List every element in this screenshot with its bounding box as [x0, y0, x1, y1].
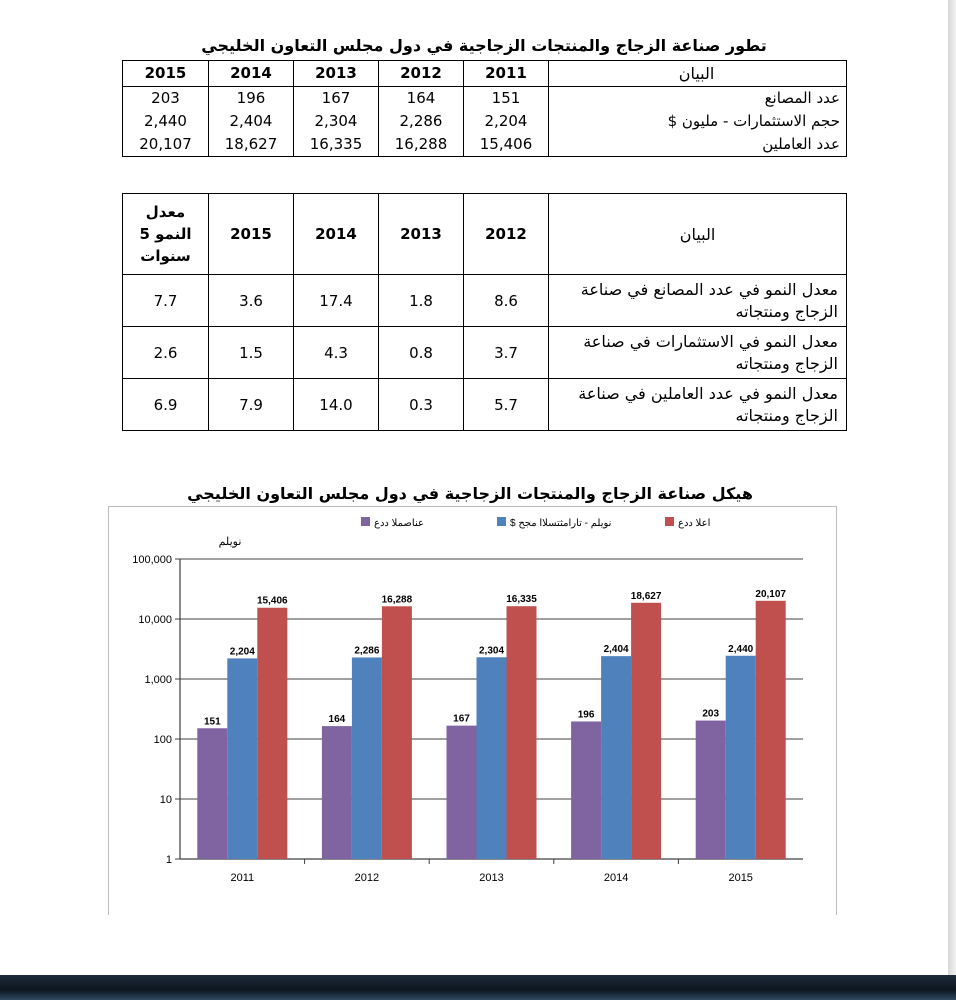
legend-swatch: [361, 517, 370, 526]
bar: [507, 606, 537, 859]
x-tick-label: 2012: [354, 872, 380, 884]
bar: [726, 656, 756, 859]
x-tick-label: 2014: [603, 872, 629, 884]
cell: 2,286: [379, 110, 464, 133]
bar: [447, 726, 477, 859]
data-label: 164: [328, 714, 346, 726]
bar: [257, 608, 287, 859]
data-label: 15,406: [257, 595, 288, 607]
row-label: معدل النمو في عدد المصانع في صناعة الزجاج ومنتجاته: [549, 275, 847, 327]
bar: [756, 601, 786, 859]
data-label: 2,286: [354, 645, 380, 657]
label-header: البيان: [549, 194, 847, 275]
data-label: 2,304: [478, 645, 505, 657]
bar: [382, 606, 412, 859]
data-label: 20,107: [755, 588, 786, 600]
cell: 14.0: [294, 379, 379, 431]
label-header: البيان: [549, 61, 847, 87]
cell: 8.6: [464, 275, 549, 327]
table-row: [123, 275, 847, 327]
cell: 2,404: [209, 110, 294, 133]
cell: 167: [294, 87, 379, 111]
table-row: [123, 87, 847, 111]
cell: 20,107: [123, 133, 209, 157]
cell: 1.8: [379, 275, 464, 327]
bar: [227, 658, 257, 859]
bar-chart: [109, 507, 836, 915]
growth-header: معدل النمو 5 سنوات: [123, 194, 209, 275]
row-label: حجم الاستثمارات - مليون $: [549, 110, 847, 133]
year-header: 2015: [209, 194, 294, 275]
cell: 196: [209, 87, 294, 111]
year-header: 2012: [464, 194, 549, 275]
data-label: 16,335: [506, 594, 537, 606]
cell: 3.7: [464, 327, 549, 379]
data-label: 196: [577, 709, 595, 721]
table-row: [123, 379, 847, 431]
bar: [631, 603, 661, 859]
bar: [352, 657, 382, 859]
year-header: 2013: [379, 194, 464, 275]
data-label: 2,440: [728, 643, 754, 655]
growth-cell: 2.6: [123, 327, 209, 379]
y-tick-label: 10: [159, 794, 172, 806]
cell: 3.6: [209, 275, 294, 327]
legend-label: اعلا ددع: [678, 518, 711, 529]
row-label: عدد العاملين: [549, 133, 847, 157]
year-header: 2013: [294, 61, 379, 87]
cell: 0.3: [379, 379, 464, 431]
cell: 164: [379, 87, 464, 111]
table-row: [123, 133, 847, 157]
cell: 151: [464, 87, 549, 111]
taskbar: [0, 975, 956, 1000]
header-row: [123, 61, 847, 87]
header-row: [123, 194, 847, 275]
row-label: عدد المصانع: [549, 87, 847, 111]
y-tick-label: 1,000: [144, 674, 172, 686]
x-tick-label: 2011: [230, 872, 255, 884]
chart-container: [108, 506, 837, 915]
data-label: 18,627: [630, 590, 662, 602]
cell: 17.4: [294, 275, 379, 327]
y-tick-label: 100: [153, 734, 172, 746]
y-tick-label: 10,000: [138, 614, 172, 626]
year-header: 2011: [464, 61, 549, 87]
chart-title: هيكل صناعة الزجاج والمنتجات الزجاجية في دول مجلس التعاون الخليجي: [187, 484, 753, 503]
cell: 18,627: [209, 133, 294, 157]
x-tick-label: 2015: [728, 872, 753, 884]
industry-table: [122, 60, 847, 157]
legend-swatch: [497, 517, 506, 526]
cell: 5.7: [464, 379, 549, 431]
cell: 2,304: [294, 110, 379, 133]
data-label: 16,288: [381, 594, 413, 606]
cell: 16,288: [379, 133, 464, 157]
cell: 0.8: [379, 327, 464, 379]
y-tick-label: 1: [165, 854, 172, 866]
cell: 203: [123, 87, 209, 111]
bar: [696, 721, 726, 859]
year-header: 2014: [209, 61, 294, 87]
legend-swatch: [665, 517, 674, 526]
cell: 2,204: [464, 110, 549, 133]
growth-table: [122, 193, 847, 431]
unit-label: نويلم: [218, 536, 242, 548]
row-label: معدل النمو في الاستثمارات في صناعة الزجاج ومنتجاته: [549, 327, 847, 379]
data-label: 151: [203, 716, 221, 728]
page-edge: [948, 0, 956, 975]
bar: [197, 728, 227, 859]
year-header: 2012: [379, 61, 464, 87]
row-label: معدل النمو في عدد العاملين في صناعة الزجاج ومنتجاته: [549, 379, 847, 431]
y-tick-label: 100,000: [132, 554, 172, 566]
growth-cell: 6.9: [123, 379, 209, 431]
bar: [601, 656, 631, 859]
year-header: 2015: [123, 61, 209, 87]
data-label: 2,204: [229, 646, 255, 658]
x-tick-label: 2013: [479, 872, 504, 884]
bar: [322, 726, 352, 859]
growth-cell: 7.7: [123, 275, 209, 327]
cell: 1.5: [209, 327, 294, 379]
table-title: تطور صناعة الزجاج والمنتجات الزجاجية في دول مجلس التعاون الخليجي: [201, 36, 767, 55]
cell: 16,335: [294, 133, 379, 157]
data-label: 2,404: [603, 644, 629, 656]
bar: [477, 657, 507, 859]
year-header: 2014: [294, 194, 379, 275]
data-label: 167: [453, 713, 470, 725]
legend-label: عناصملا ددع: [374, 518, 424, 529]
bar: [571, 721, 601, 859]
cell: 7.9: [209, 379, 294, 431]
cell: 4.3: [294, 327, 379, 379]
table-row: [123, 327, 847, 379]
cell: 2,440: [123, 110, 209, 133]
cell: 15,406: [464, 133, 549, 157]
table-row: [123, 110, 847, 133]
data-label: 203: [702, 708, 720, 720]
legend-label: $ نويلم - تارامثتسلاا مجح: [510, 518, 612, 529]
